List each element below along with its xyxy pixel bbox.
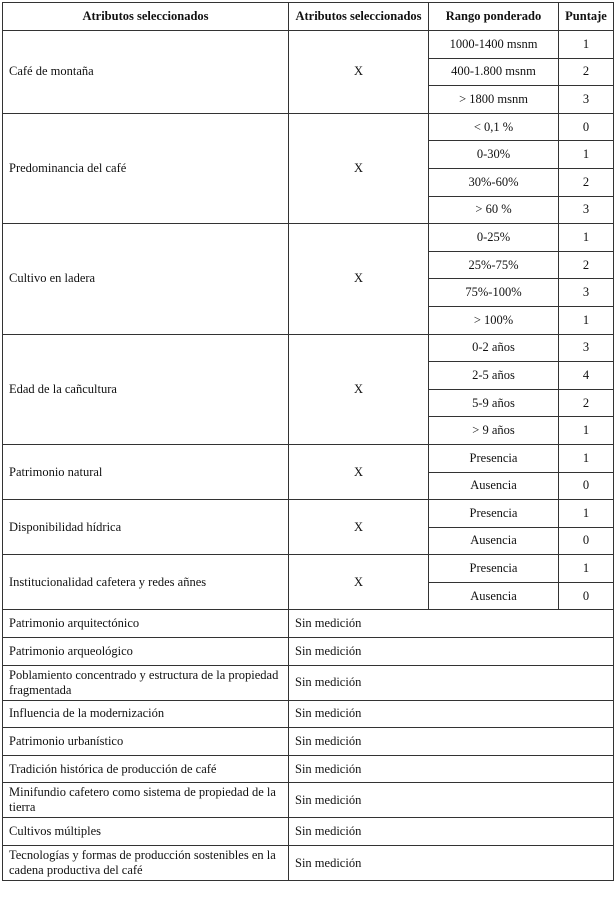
score-cell: 2 [559, 168, 614, 196]
attribute-name: Patrimonio arquitectónico [3, 610, 289, 638]
range-cell: 5-9 años [429, 389, 559, 417]
range-cell: > 1800 msnm [429, 86, 559, 114]
attribute-name: Cultivos múltiples [3, 818, 289, 846]
table-row [3, 500, 614, 528]
score-cell: 3 [559, 279, 614, 307]
attribute-name: Predominancia del café [3, 113, 289, 223]
attribute-name: Edad de la cañcultura [3, 334, 289, 444]
range-cell: Ausencia [429, 527, 559, 555]
score-cell: 1 [559, 141, 614, 169]
score-cell: 2 [559, 251, 614, 279]
table-row [3, 444, 614, 472]
score-cell: 3 [559, 334, 614, 362]
range-cell: Presencia [429, 500, 559, 528]
attribute-name: Poblamiento concentrado y estructura de la propiedad fragmentada [3, 665, 289, 700]
header-atributos-1: Atributos seleccionados [3, 3, 289, 31]
status-cell: Sin medición [289, 818, 614, 846]
score-cell: 1 [559, 31, 614, 59]
attribute-name: Cultivo en ladera [3, 224, 289, 334]
attribute-name: Café de montaña [3, 31, 289, 114]
range-cell: Ausencia [429, 472, 559, 500]
status-cell: Sin medición [289, 755, 614, 783]
status-cell: Sin medición [289, 638, 614, 666]
attribute-name: Tecnologías y formas de producción sostenibles en la cadena productiva del café [3, 846, 289, 881]
table-row [3, 665, 614, 700]
table-header-row [3, 3, 614, 31]
attribute-name: Minifundio cafetero como sistema de propiedad de la tierra [3, 783, 289, 818]
attribute-name: Tradición histórica de producción de café [3, 755, 289, 783]
header-puntaje: Puntaje [559, 3, 614, 31]
attribute-name: Influencia de la modernización [3, 700, 289, 728]
score-cell: 3 [559, 86, 614, 114]
range-cell: Presencia [429, 444, 559, 472]
range-cell: > 9 años [429, 417, 559, 445]
range-cell: 400-1.800 msnm [429, 58, 559, 86]
attribute-name: Patrimonio natural [3, 444, 289, 499]
selected-mark: X [289, 334, 429, 444]
attribute-name: Institucionalidad cafetera y redes añnes [3, 555, 289, 610]
score-cell: 2 [559, 58, 614, 86]
selected-mark: X [289, 444, 429, 499]
selected-mark: X [289, 555, 429, 610]
score-cell: 0 [559, 472, 614, 500]
score-cell: 1 [559, 555, 614, 583]
range-cell: 0-2 años [429, 334, 559, 362]
score-cell: 1 [559, 444, 614, 472]
range-cell: 1000-1400 msnm [429, 31, 559, 59]
score-cell: 1 [559, 500, 614, 528]
status-cell: Sin medición [289, 700, 614, 728]
score-cell: 3 [559, 196, 614, 224]
range-cell: < 0,1 % [429, 113, 559, 141]
score-cell: 2 [559, 389, 614, 417]
table-row [3, 224, 614, 252]
table-row [3, 783, 614, 818]
header-rango: Rango ponderado [429, 3, 559, 31]
range-cell: 75%-100% [429, 279, 559, 307]
table-row [3, 113, 614, 141]
range-cell: 0-30% [429, 141, 559, 169]
selected-mark: X [289, 500, 429, 555]
range-cell: > 60 % [429, 196, 559, 224]
attribute-name: Patrimonio urbanístico [3, 728, 289, 756]
selected-mark: X [289, 113, 429, 223]
range-cell: Ausencia [429, 582, 559, 610]
status-cell: Sin medición [289, 846, 614, 881]
score-cell: 0 [559, 527, 614, 555]
range-cell: 0-25% [429, 224, 559, 252]
range-cell: 25%-75% [429, 251, 559, 279]
score-cell: 0 [559, 582, 614, 610]
selected-mark: X [289, 31, 429, 114]
table-row [3, 31, 614, 59]
table-row [3, 555, 614, 583]
table-row [3, 610, 614, 638]
table-body [3, 31, 614, 881]
status-cell: Sin medición [289, 610, 614, 638]
range-cell: 2-5 años [429, 362, 559, 390]
table-row [3, 700, 614, 728]
score-cell: 1 [559, 224, 614, 252]
range-cell: > 100% [429, 306, 559, 334]
attributes-table [2, 2, 614, 881]
range-cell: Presencia [429, 555, 559, 583]
table-row [3, 755, 614, 783]
status-cell: Sin medición [289, 728, 614, 756]
status-cell: Sin medición [289, 783, 614, 818]
attribute-name: Patrimonio arqueológico [3, 638, 289, 666]
header-atributos-2: Atributos seleccionados [289, 3, 429, 31]
score-cell: 1 [559, 417, 614, 445]
score-cell: 1 [559, 306, 614, 334]
attribute-name: Disponibilidad hídrica [3, 500, 289, 555]
table-row [3, 846, 614, 881]
score-cell: 4 [559, 362, 614, 390]
table-row [3, 638, 614, 666]
table-row [3, 334, 614, 362]
range-cell: 30%-60% [429, 168, 559, 196]
table-row [3, 728, 614, 756]
score-cell: 0 [559, 113, 614, 141]
status-cell: Sin medición [289, 665, 614, 700]
selected-mark: X [289, 224, 429, 334]
table-row [3, 818, 614, 846]
